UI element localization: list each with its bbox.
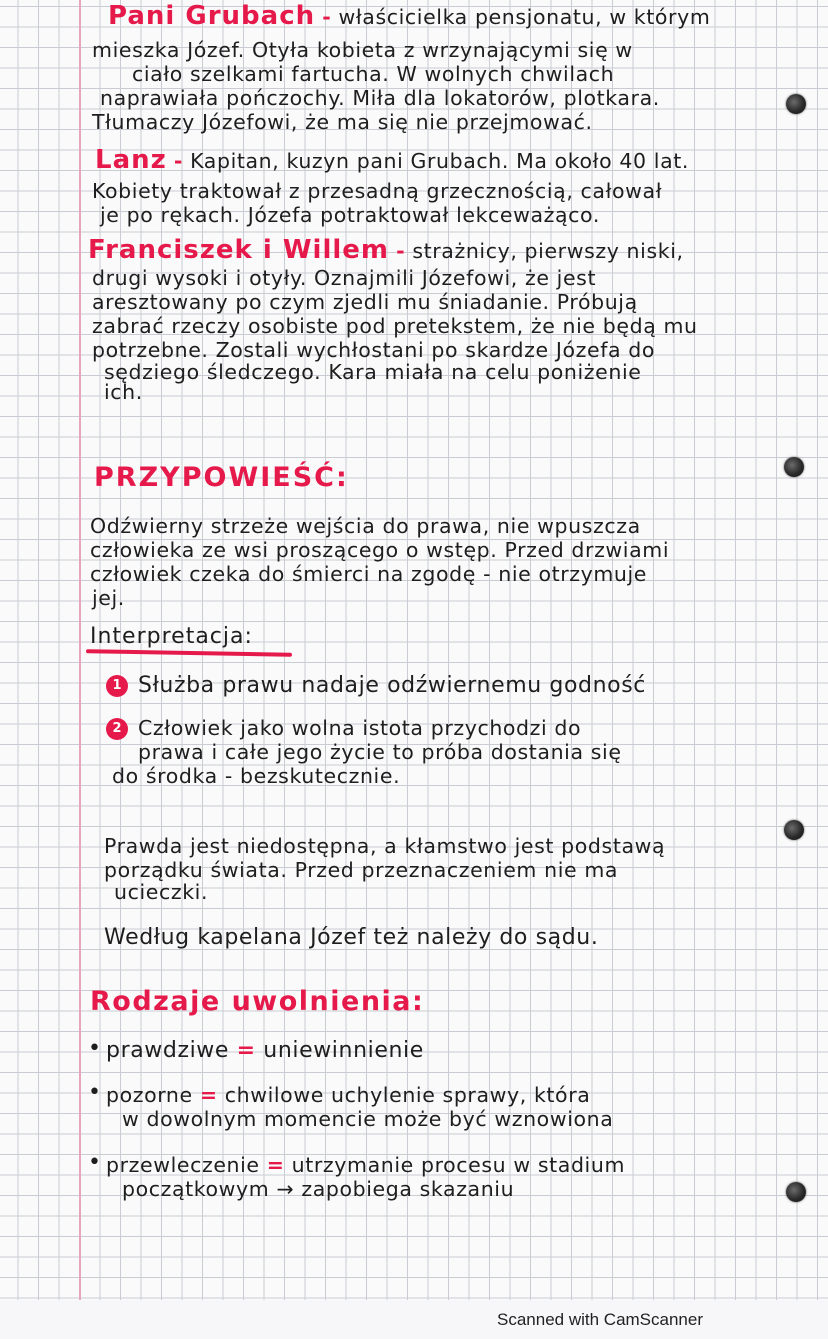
text-line: ciało szelkami fartucha. W wolnych chwilach (132, 62, 615, 86)
text-line: człowieka ze wsi proszącego o wstęp. Przed drzwiami (90, 538, 670, 562)
character-name: Franciszek i Willem (88, 235, 389, 265)
text-line: początkowym → zapobiega skazaniu (122, 1177, 515, 1201)
character-name: Lanz (95, 145, 167, 175)
binder-hole (784, 457, 804, 477)
text-line: jej. (92, 586, 125, 610)
interpretation-label: Interpretacja: (90, 624, 253, 649)
priest-line: Według kapelana Józef też należy do sądu. (104, 925, 599, 950)
text-line: naprawiała pończochy. Miła dla lokatorów, plotkara. (100, 86, 660, 110)
text-line: Tłumaczy Józefowi, że ma się nie przejmować. (92, 110, 593, 134)
text-line: mieszka Józef. Otyła kobieta z wrzynającymi się w (92, 38, 633, 62)
character-description: strażnicy, pierwszy niski, (412, 239, 684, 263)
text-line: prawa i całe jego życie to próba dostania się (138, 740, 622, 764)
binder-hole (786, 94, 806, 114)
release-term: pozorne (106, 1083, 193, 1107)
character-entry: Lanz - Kapitan, kuzyn pani Grubach. Ma około 40 lat. (95, 145, 689, 175)
bullet: • (88, 1150, 101, 1175)
text-line: w dowolnym momencie może być wznowiona (122, 1107, 614, 1131)
release-item: przewleczenie = utrzymanie procesu w stadium (106, 1153, 626, 1177)
release-term: przewleczenie (106, 1153, 260, 1177)
text-line: do środka - bezskutecznie. (112, 764, 401, 788)
text-line: Odźwierny strzeże wejścia do prawa, nie wpuszcza (90, 514, 641, 538)
text-line: drugi wysoki i otyły. Oznajmili Józefowi, że jest (92, 266, 597, 290)
bullet: • (88, 1080, 101, 1105)
interpretation-point: Człowiek jako wolna istota przychodzi do (138, 716, 582, 740)
text-line: potrzebne. Zostali wychłostani po skardze Józefa do (92, 338, 656, 362)
release-item: prawdziwe = uniewinnienie (106, 1038, 424, 1063)
text-line: ich. (104, 380, 143, 404)
point-number-badge: 1 (106, 675, 128, 697)
parable-heading: PRZYPOWIEŚĆ: (94, 462, 349, 493)
text-line: porządku świata. Przed przeznaczeniem nie ma (104, 858, 619, 882)
text-line: Kobiety traktował z przesadną grzecznością, całował (92, 179, 663, 203)
text-line: człowiek czeka do śmierci na zgodę - nie otrzymuje (90, 562, 648, 586)
text-line: je po rękach. Józefa potraktował lekceważąco. (100, 203, 600, 227)
binder-hole (786, 1182, 806, 1202)
release-heading: Rodzaje uwolnienia: (90, 986, 425, 1017)
margin-line (79, 0, 81, 1300)
character-name: Pani Grubach (108, 1, 316, 31)
character-entry: Franciszek i Willem - strażnicy, pierwszy niski, (88, 235, 684, 265)
interpretation-point: Służba prawu nadaje odźwiernemu godność (138, 673, 646, 698)
text-line: Prawda jest niedostępna, a kłamstwo jest podstawą (104, 834, 666, 858)
point-number-badge: 2 (106, 718, 128, 740)
scanner-watermark: Scanned with CamScanner (497, 1310, 704, 1329)
character-description: właścicielka pensjonatu, w którym (338, 5, 711, 29)
text-line: aresztowany po czym zjedli mu śniadanie. Próbują (92, 290, 638, 314)
bullet: • (88, 1036, 101, 1061)
character-entry: Pani Grubach - właścicielka pensjonatu, w którym (108, 1, 711, 31)
release-item: pozorne = chwilowe uchylenie sprawy, która (106, 1083, 591, 1107)
binder-hole (784, 820, 804, 840)
release-term: prawdziwe (106, 1038, 230, 1063)
highlight-underline (86, 649, 292, 657)
character-description: Kapitan, kuzyn pani Grubach. Ma około 40 lat. (190, 149, 689, 173)
text-line: zabrać rzeczy osobiste pod pretekstem, że nie będą mu (92, 314, 698, 338)
text-line: ucieczki. (114, 880, 209, 904)
text-line: sędziego śledczego. Kara miała na celu poniżenie (104, 360, 642, 384)
